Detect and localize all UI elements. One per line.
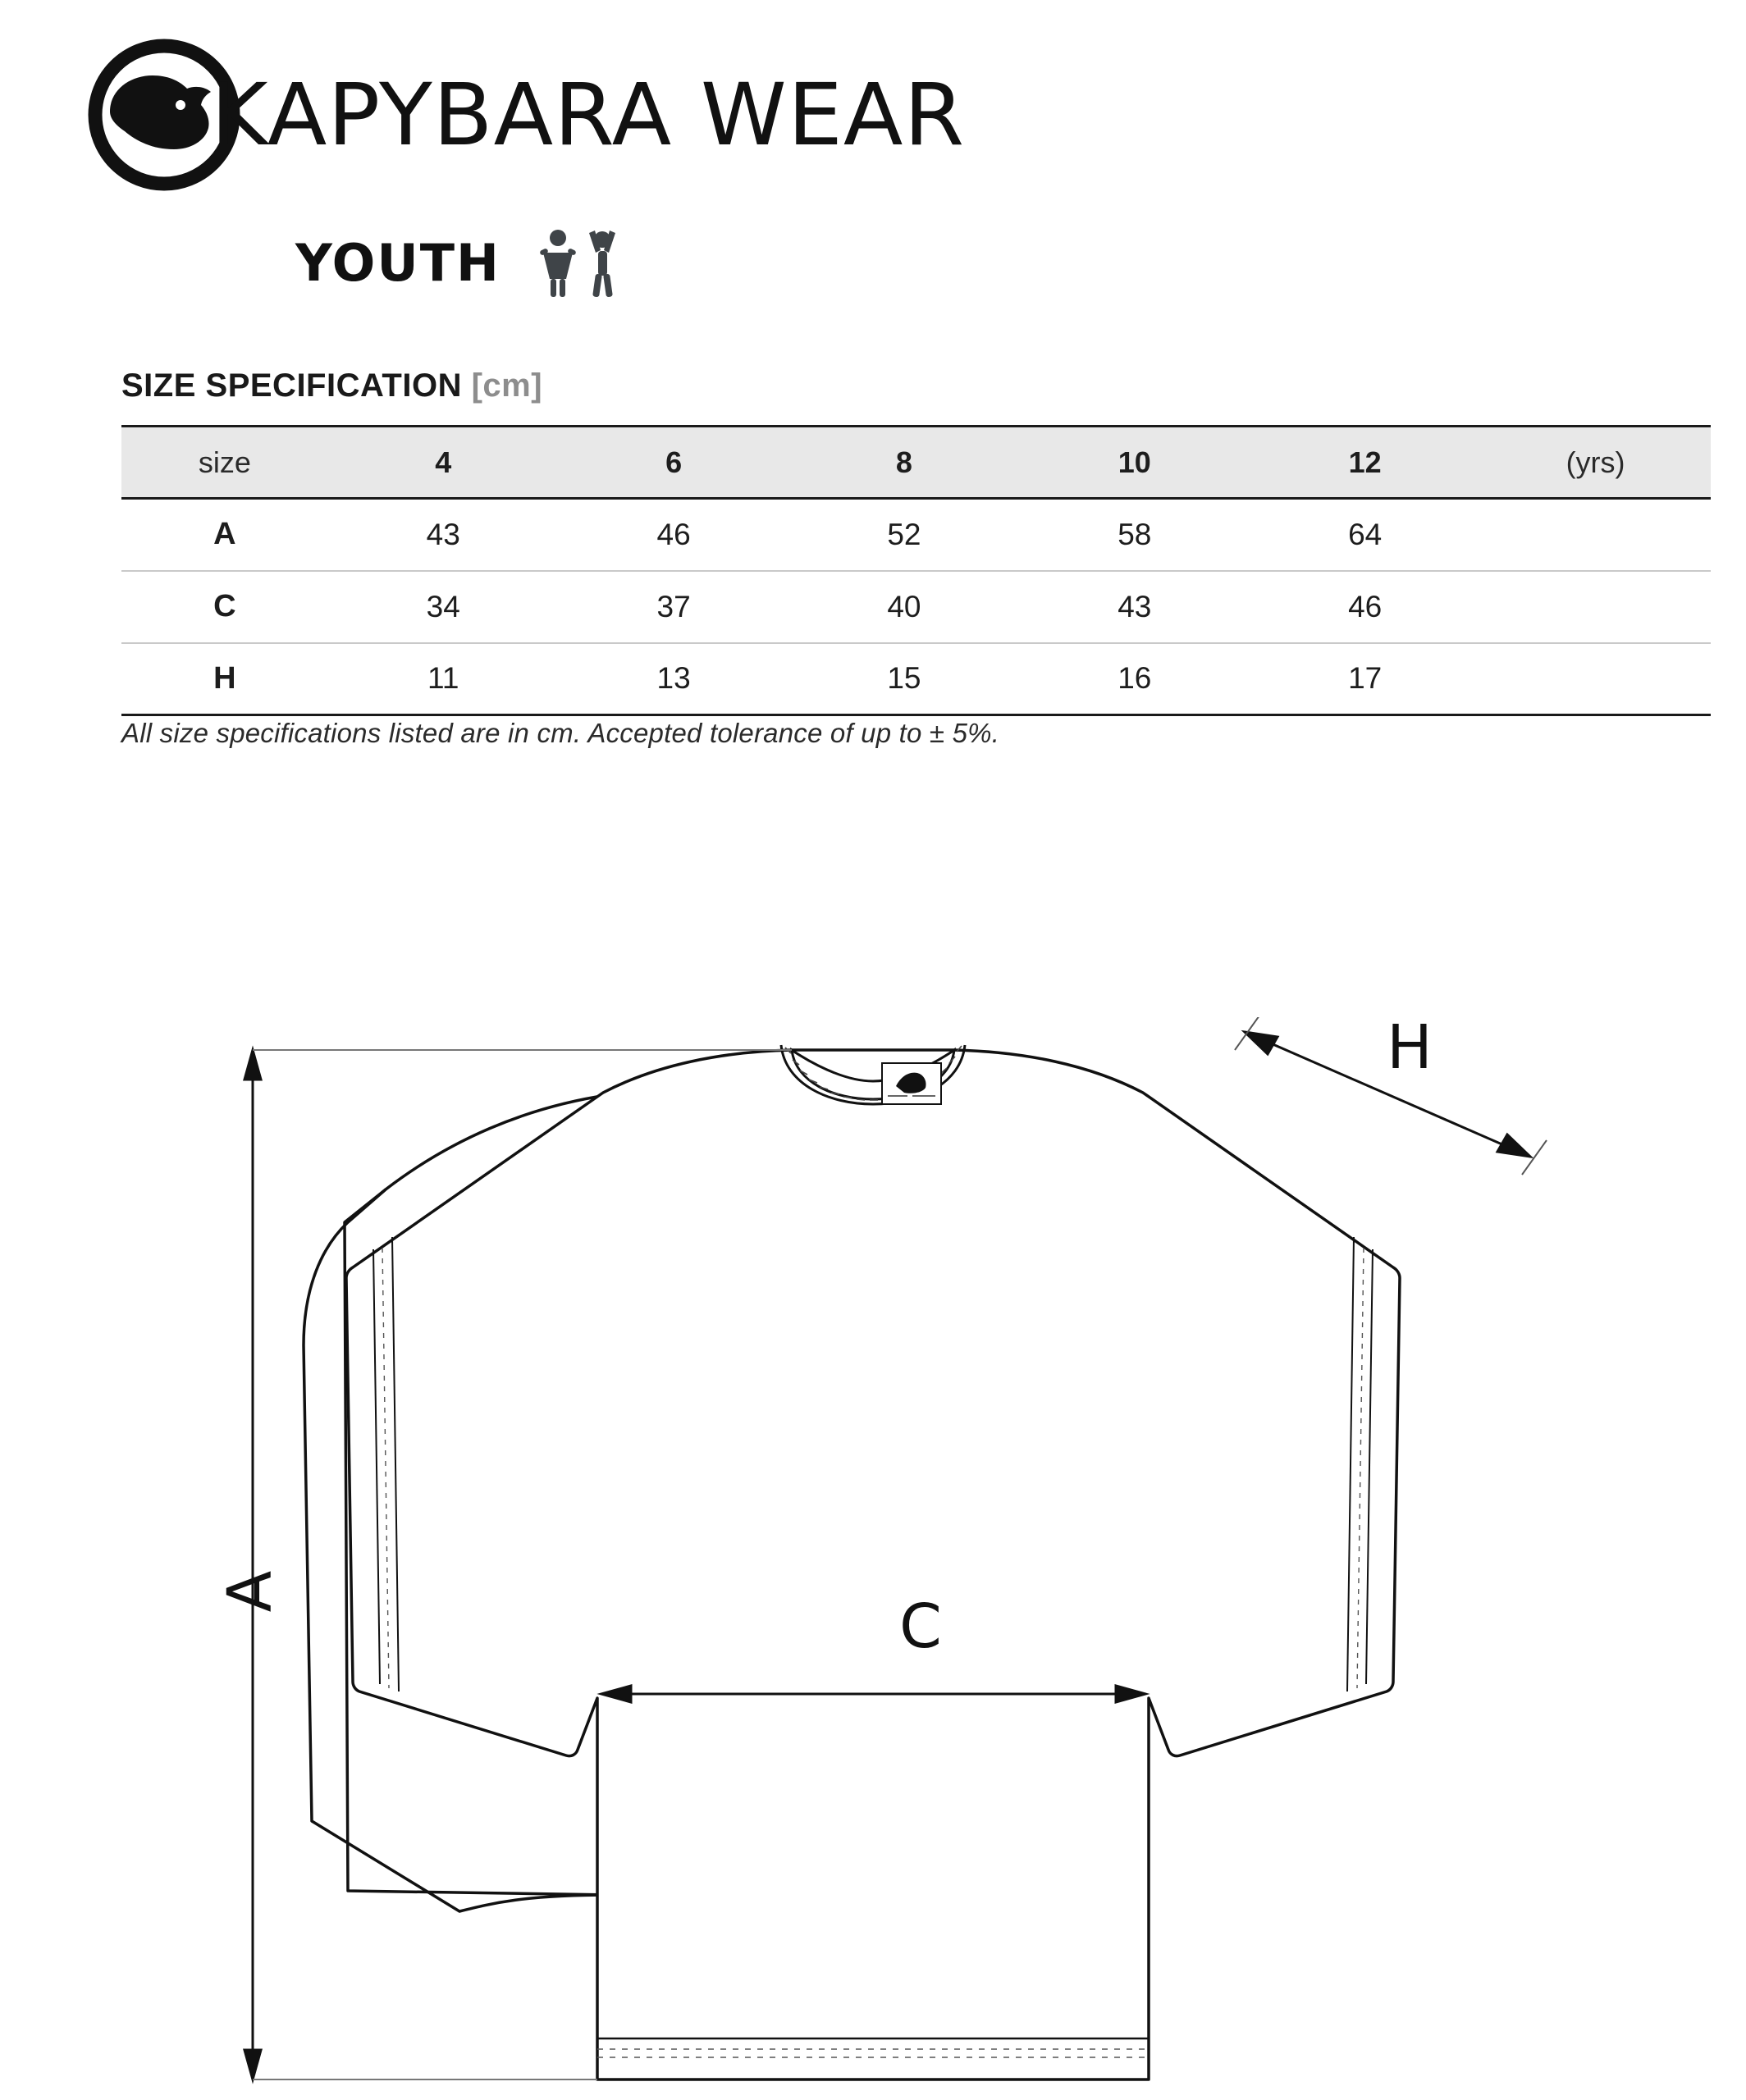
cell-h-6: 13 [656, 661, 691, 696]
cell-a-extra [1480, 499, 1711, 571]
header-size-10: 10 [1019, 427, 1250, 499]
cell-c-8: 40 [887, 589, 921, 623]
row-label-a: A [213, 517, 236, 552]
size-table [121, 425, 1711, 716]
table-row [121, 571, 1711, 643]
table-row [121, 643, 1711, 715]
category-label: YOUTH [295, 233, 500, 293]
girl-and-boy-figures-icon [535, 228, 625, 299]
cell-c-12: 46 [1348, 589, 1383, 623]
brand-name: KAPYBARA WEAR [210, 65, 966, 165]
cell-h-4: 11 [427, 661, 459, 696]
cell-a-8: 52 [887, 517, 921, 551]
cell-c-6: 37 [656, 589, 691, 623]
row-label-c: C [213, 589, 236, 623]
header-size-6: 6 [559, 427, 789, 499]
cell-a-4: 43 [426, 517, 460, 551]
size-table-wrapper [121, 425, 1711, 716]
category-row [295, 228, 625, 299]
cell-h-8: 15 [887, 661, 921, 696]
cell-c-extra [1480, 571, 1711, 643]
table-header-row [121, 427, 1711, 499]
row-label-h: H [213, 660, 236, 696]
tolerance-note: All size specifications listed are in cm. Accepted tolerance of up to ± 5%. [121, 718, 1000, 748]
header-years: (yrs) [1480, 427, 1711, 499]
header-size-12: 12 [1250, 427, 1480, 499]
header-size-4: 4 [328, 427, 559, 499]
dimension-label-h: H [1387, 1017, 1433, 1083]
tshirt-measurement-diagram [0, 1017, 1746, 2100]
spec-title-text: SIZE SPECIFICATION [121, 368, 462, 404]
cell-a-6: 46 [656, 517, 691, 551]
cell-a-12: 64 [1348, 517, 1383, 551]
spec-title [121, 368, 542, 404]
cell-h-10: 16 [1118, 661, 1152, 696]
cell-h-12: 17 [1348, 661, 1383, 696]
spec-title-unit: [cm] [471, 368, 543, 404]
cell-a-10: 58 [1118, 517, 1152, 551]
dimension-label-c: C [899, 1591, 942, 1662]
dimension-label-a: A [215, 1570, 286, 1613]
cell-c-10: 43 [1118, 589, 1152, 623]
cell-h-extra [1480, 643, 1711, 715]
brand-header [82, 33, 966, 197]
header-size-8: 8 [789, 427, 1020, 499]
cell-c-4: 34 [426, 589, 460, 623]
table-row [121, 499, 1711, 571]
header-size: size [121, 427, 328, 499]
